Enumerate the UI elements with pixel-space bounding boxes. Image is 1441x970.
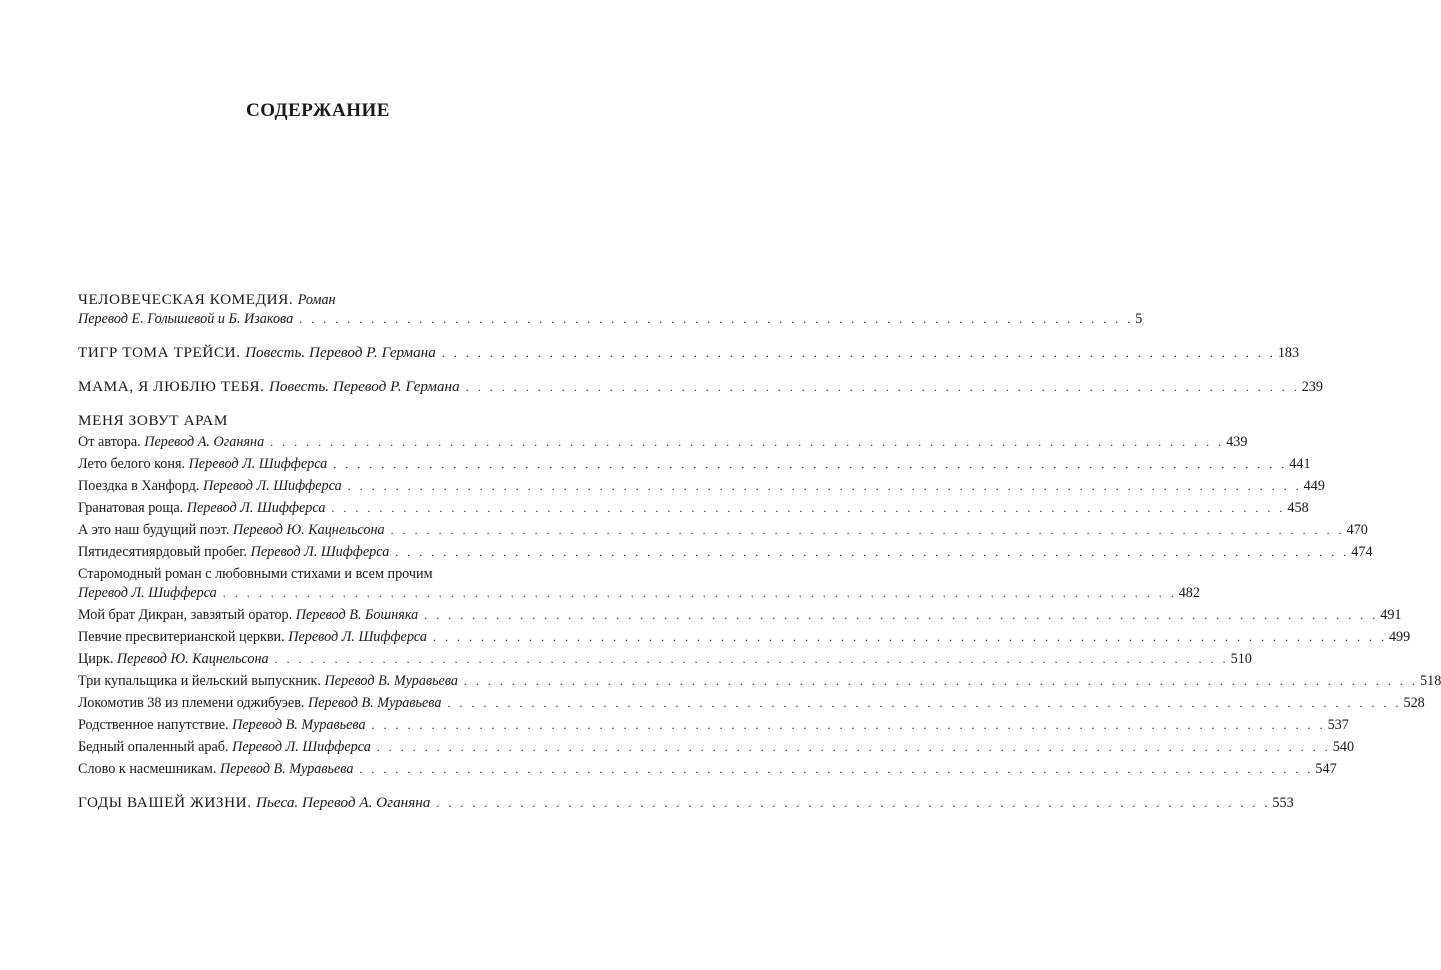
toc-entry-line	[78, 310, 1143, 329]
page-number: 183	[1277, 345, 1300, 361]
toc-item-translator: Перевод Л. Шифферса	[288, 629, 427, 645]
toc-item-line	[78, 521, 1368, 540]
toc-item[interactable]	[78, 521, 1368, 540]
toc-item[interactable]	[78, 455, 1311, 474]
toc-item-title: Гранатовая роща.	[78, 500, 184, 516]
entry-note: Повесть. Перевод Р. Германа	[245, 344, 436, 361]
toc-item-line	[78, 455, 1311, 474]
toc-item-translator: Перевод Л. Шифферса	[202, 478, 342, 494]
page-number: 510	[1230, 651, 1252, 667]
page-number: 470	[1346, 522, 1368, 538]
toc-item-translator: Перевод Ю. Кацнельсона	[232, 522, 385, 538]
leader-dots: . . . . . . . . . . . . . . . . . . . . . . . . . . . . . . . . . . . . . . . . . . . . . . . . . . . . . . . . . . . . . . . . . . . . . . . . . . . . . . . .	[274, 652, 1229, 666]
section-items	[78, 433, 1441, 779]
page-number: 441	[1289, 456, 1311, 472]
toc-item[interactable]	[78, 672, 1441, 691]
page-number: 528	[1403, 695, 1425, 711]
toc-item-line	[78, 738, 1355, 757]
toc-item-title: Слово к насмешникам.	[78, 761, 217, 777]
page-number: 547	[1315, 761, 1337, 777]
toc-entry-human-comedy[interactable]	[78, 290, 1143, 329]
toc-item-line	[78, 477, 1325, 496]
page-number: 458	[1287, 500, 1309, 516]
leader-dots: . . . . . . . . . . . . . . . . . . . . . . . . . . . . . . . . . . . . . . . . . . . . . . . . . . . . . . . . . . . . . . . . . . . . . . . . . . . . . . . .	[222, 586, 1177, 600]
toc-item[interactable]	[78, 716, 1349, 735]
leader-dots: . . . . . . . . . . . . . . . . . . . . . . . . . . . . . . . . . . . . . . . . . . . . . . . . . . . . . . . . . . . . . . . . . . . . . .	[441, 346, 1276, 360]
toc-item-translator: Перевод Л. Шифферса	[186, 500, 326, 516]
page-number: 553	[1272, 795, 1294, 811]
leader-dots: . . . . . . . . . . . . . . . . . . . . . . . . . . . . . . . . . . . . . . . . . . . . . . . . . . . . . . . . . . . . . . . . . . . . . . . . . . . . . . . .	[447, 696, 1402, 710]
leader-dots: . . . . . . . . . . . . . . . . . . . . . . . . . . . . . . . . . . . . . . . . . . . . . . . . . . . . . . . . . . . . . . . . . . . . . . . . . . . . . . . .	[270, 435, 1225, 449]
toc-item-line	[78, 760, 1337, 779]
toc-item-translator: Перевод Ю. Кацнельсона	[116, 651, 269, 667]
toc-item-translator: Перевод Л. Шифферса	[188, 456, 328, 472]
toc-item-title: Родственное напутствие.	[78, 717, 229, 733]
entry-title-text: ТИГР ТОМА ТРЕЙСИ.	[78, 344, 241, 361]
toc-item-line	[78, 672, 1441, 691]
page-number: 474	[1351, 544, 1373, 560]
toc-item[interactable]	[78, 499, 1309, 518]
leader-dots: . . . . . . . . . . . . . . . . . . . . . . . . . . . . . . . . . . . . . . . . . . . . . . . . . . . . . . . . . . . . . . . . . . . . . .	[436, 796, 1271, 810]
toc-item-line	[78, 499, 1309, 518]
entry-note: Пьеса. Перевод А. Оганяна	[256, 794, 431, 811]
table-of-contents	[78, 290, 1441, 813]
page-number: 439	[1226, 434, 1248, 450]
leader-dots: . . . . . . . . . . . . . . . . . . . . . . . . . . . . . . . . . . . . . . . . . . . . . . . . . . . . . . . . . . . . . . . . . . . . . . . . . . . . . . . .	[424, 608, 1379, 622]
toc-item-translator: Перевод В. Муравьева	[219, 761, 354, 777]
toc-item-translator: Перевод В. Муравьева	[307, 695, 442, 711]
toc-item-title: Три купальщика и йельский выпускник.	[78, 673, 321, 689]
toc-item-title: Поездка в Ханфорд.	[78, 478, 200, 494]
page-number: 5	[1135, 311, 1143, 327]
leader-dots: . . . . . . . . . . . . . . . . . . . . . . . . . . . . . . . . . . . . . . . . . . . . . . . . . . . . . . . . . . . . . . . . . . . . . .	[465, 380, 1300, 394]
leader-dots: . . . . . . . . . . . . . . . . . . . . . . . . . . . . . . . . . . . . . . . . . . . . . . . . . . . . . . . . . . . . . . . . . . . . . . . . . . . . . . . .	[333, 457, 1288, 471]
page-number: 499	[1388, 629, 1411, 645]
toc-item-line	[78, 716, 1349, 735]
toc-item-title: Локомотив 38 из племени оджибуэев.	[78, 695, 305, 711]
page-number: 482	[1178, 585, 1200, 601]
toc-item-translator: Перевод А. Оганяна	[144, 434, 265, 450]
entry-title-text: МАМА, Я ЛЮБЛЮ ТЕБЯ.	[78, 378, 265, 395]
toc-item-translator: Перевод Л. Шифферса	[232, 739, 371, 755]
page-title: СОДЕРЖАНИЕ	[246, 100, 390, 121]
toc-item-line	[78, 433, 1248, 452]
page-number: 518	[1420, 673, 1441, 689]
leader-dots: . . . . . . . . . . . . . . . . . . . . . . . . . . . . . . . . . . . . . . . . . . . . . . . . . . . . . . . . . . . . . . . . . . . . . . . . . . . . . . . .	[331, 501, 1286, 515]
leader-dots: . . . . . . . . . . . . . . . . . . . . . . . . . . . . . . . . . . . . . . . . . . . . . . . . . . . . . . . . . . . . . . . . . . . . . . . . . . . . . . . .	[390, 523, 1345, 537]
toc-item[interactable]	[78, 565, 1200, 603]
toc-item[interactable]	[78, 694, 1425, 713]
toc-item[interactable]	[78, 477, 1325, 496]
entry-translator: Перевод Е. Голышевой и Б. Изакова	[78, 311, 294, 327]
toc-item-line	[78, 650, 1252, 669]
toc-item-title: Старомодный роман с любовными стихами и всем прочим	[78, 566, 433, 582]
toc-item-title: Цирк.	[78, 651, 114, 667]
page-number: 537	[1327, 717, 1349, 733]
toc-item-title: А это наш будущий поэт.	[78, 522, 230, 538]
leader-dots: . . . . . . . . . . . . . . . . . . . . . . . . . . . . . . . . . . . . . . . . . . . . . . . . . . . . . . . . . . . . . . . . . . . . . . . . . . . . . . . .	[395, 545, 1350, 559]
toc-item[interactable]	[78, 628, 1411, 647]
toc-item-translator: Перевод В. Муравьева	[324, 673, 459, 689]
toc-item[interactable]	[78, 650, 1252, 669]
toc-item-title: Лето белого коня.	[78, 456, 186, 472]
entry-title-text: ЧЕЛОВЕЧЕСКАЯ КОМЕДИЯ.	[78, 291, 294, 308]
toc-item-line	[78, 543, 1373, 562]
toc-item-title: Певчие пресвитерианской церкви.	[78, 629, 285, 645]
page-number: 540	[1332, 739, 1355, 755]
entry-note: Повесть. Перевод Р. Германа	[268, 378, 460, 395]
leader-dots: . . . . . . . . . . . . . . . . . . . . . . . . . . . . . . . . . . . . . . . . . . . . . . . . . . . . . . . . . . . . . . . . . . . . . . . . . . . . . . . .	[371, 718, 1326, 732]
toc-item-line	[78, 584, 1200, 603]
toc-item-translator: Перевод В. Муравьева	[232, 717, 366, 733]
toc-item-title: От автора.	[78, 434, 141, 450]
toc-entry-mama[interactable]	[78, 377, 1323, 397]
toc-item-line	[78, 628, 1411, 647]
toc-entry-title	[78, 290, 568, 310]
toc-item[interactable]	[78, 760, 1337, 779]
leader-dots: . . . . . . . . . . . . . . . . . . . . . . . . . . . . . . . . . . . . . . . . . . . . . . . . . . . . . . . . . . . . . . . . . . . . . .	[299, 312, 1134, 326]
leader-dots: . . . . . . . . . . . . . . . . . . . . . . . . . . . . . . . . . . . . . . . . . . . . . . . . . . . . . . . . . . . . . . . . . . . . . . . . . . . . . . . .	[376, 740, 1331, 754]
leader-dots: . . . . . . . . . . . . . . . . . . . . . . . . . . . . . . . . . . . . . . . . . . . . . . . . . . . . . . . . . . . . . . . . . . . . . . . . . . . . . . . .	[432, 630, 1387, 644]
toc-item-title: Бедный опаленный араб.	[78, 739, 229, 755]
toc-entry-years[interactable]	[78, 793, 1294, 813]
page-number: 239	[1301, 379, 1323, 395]
section-title: МЕНЯ ЗОВУТ АРАМ	[78, 412, 228, 429]
leader-dots: . . . . . . . . . . . . . . . . . . . . . . . . . . . . . . . . . . . . . . . . . . . . . . . . . . . . . . . . . . . . . . . . . . . . . . . . . . . . . . . .	[347, 479, 1302, 493]
leader-dots: . . . . . . . . . . . . . . . . . . . . . . . . . . . . . . . . . . . . . . . . . . . . . . . . . . . . . . . . . . . . . . . . . . . . . . . . . . . . . . . .	[359, 762, 1314, 776]
toc-item[interactable]	[78, 738, 1355, 757]
entry-note: Роман	[297, 292, 336, 308]
toc-entry-tiger[interactable]	[78, 343, 1300, 363]
toc-item-line	[78, 606, 1402, 625]
toc-item[interactable]	[78, 606, 1402, 625]
leader-dots: . . . . . . . . . . . . . . . . . . . . . . . . . . . . . . . . . . . . . . . . . . . . . . . . . . . . . . . . . . . . . . . . . . . . . . . . . . . . . . . .	[464, 674, 1419, 688]
page-number: 491	[1380, 607, 1402, 623]
toc-item-translator: Перевод Л. Шифферса	[78, 585, 217, 601]
toc-item-title: Пятидесятиярдовый пробег.	[78, 544, 248, 560]
toc-item-title: Мой брат Дикран, завзятый оратор.	[78, 607, 293, 623]
toc-item[interactable]	[78, 433, 1248, 452]
toc-item-translator: Перевод Л. Шифферса	[250, 544, 390, 560]
toc-item-translator: Перевод В. Бошняка	[295, 607, 419, 623]
toc-item[interactable]	[78, 543, 1373, 562]
page-number: 449	[1303, 478, 1325, 494]
toc-item-line	[78, 694, 1425, 713]
entry-title-text: ГОДЫ ВАШЕЙ ЖИЗНИ.	[78, 794, 252, 811]
